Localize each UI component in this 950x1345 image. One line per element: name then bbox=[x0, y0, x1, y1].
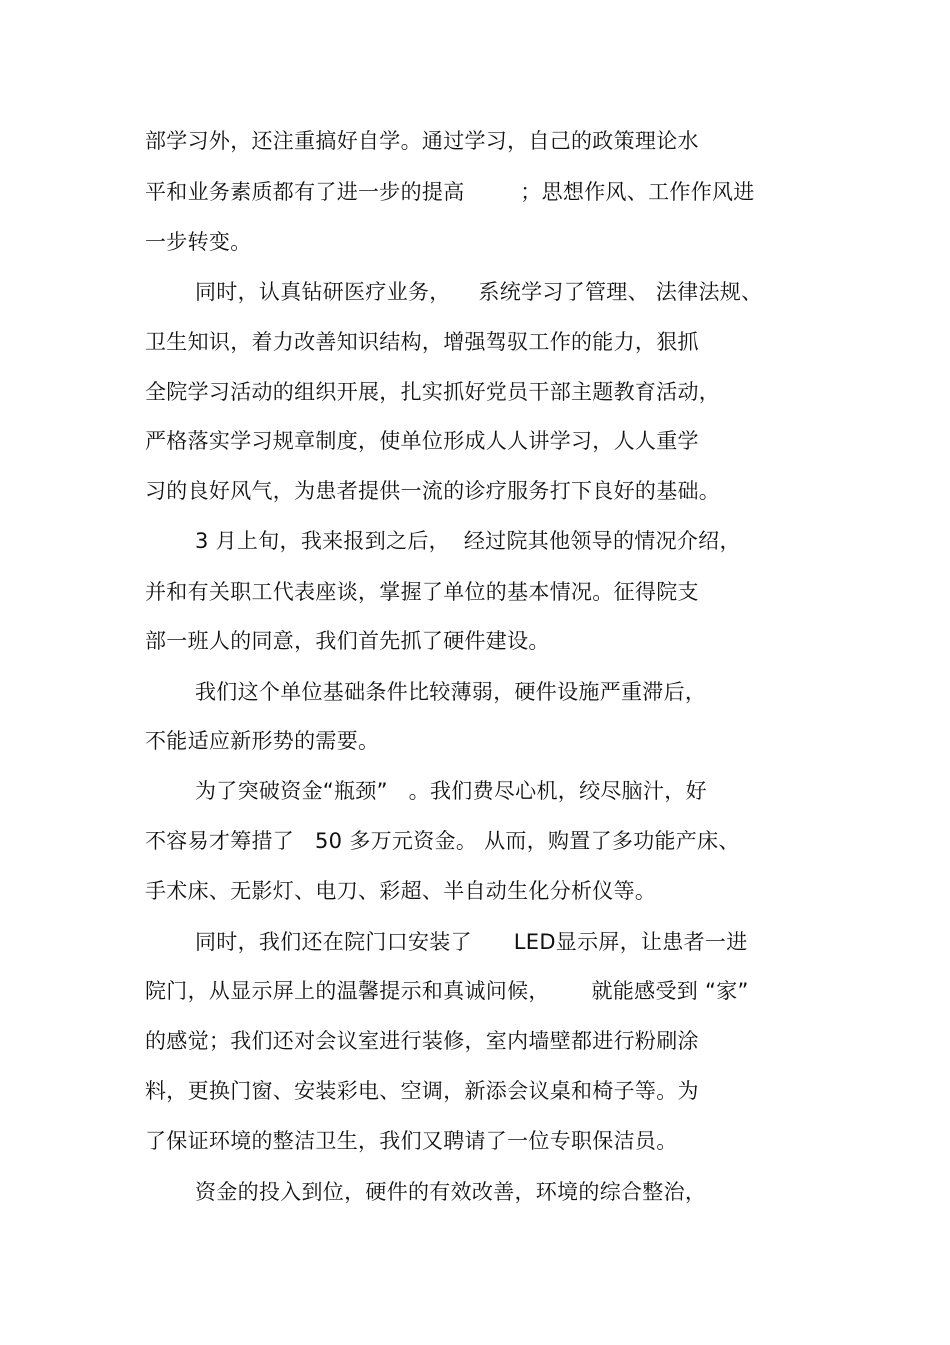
text-line: 严格落实学习规章制度，使单位形成人人讲学习，人人重学 bbox=[145, 429, 699, 453]
text-line: 的感觉；我们还对会议室进行装修，室内墙壁都进行粉刷涂 bbox=[145, 1029, 699, 1053]
text-line: 习的良好风气，为患者提供一流的诊疗服务打下良好的基础。 bbox=[145, 479, 721, 503]
text-line: 卫生知识，着力改善知识结构，增强驾驭工作的能力，狠抓 bbox=[145, 330, 699, 354]
text-line: 手术床、无影灯、电刀、彩超、半自动生化分析仪等。 bbox=[145, 879, 657, 903]
text-line: 一步转变。 bbox=[145, 230, 252, 254]
text-line: 并和有关职工代表座谈，掌握了单位的基本情况。征得院支 bbox=[145, 580, 699, 604]
paragraph-first-line: 3 月上旬，我来报到之后， 经过院其他领导的情况介绍， bbox=[195, 529, 741, 553]
text-line: 平和业务素质都有了进一步的提高 ；思想作风、工作作风进 bbox=[145, 180, 755, 204]
text-line: 不容易才筹措了 50 多万元资金。 从而，购置了多功能产床、 bbox=[145, 829, 740, 853]
paragraph-first-line: 为了突破资金“瓶颈” 。我们费尽心机，绞尽脑汁，好 bbox=[195, 779, 707, 803]
paragraph-first-line: 同时，认真钻研医疗业务， 系统学习了管理、 法律法规、 bbox=[195, 280, 763, 304]
text-line: 不能适应新形势的需要。 bbox=[145, 729, 380, 753]
text-line: 了保证环境的整洁卫生，我们又聘请了一位专职保洁员。 bbox=[145, 1129, 678, 1153]
paragraph-first-line: 我们这个单位基础条件比较薄弱，硬件设施严重滞后， bbox=[195, 680, 707, 704]
text-line: 院门，从显示屏上的温馨提示和真诚问候， 就能感受到 “家” bbox=[145, 979, 749, 1003]
paragraph-first-line: 同时，我们还在院门口安装了 LED显示屏，让患者一进 bbox=[195, 930, 748, 954]
text-line: 料，更换门窗、安装彩电、空调，新添会议桌和椅子等。为 bbox=[145, 1079, 699, 1103]
text-line: 全院学习活动的组织开展，扎实抓好党员干部主题教育活动， bbox=[145, 380, 721, 404]
paragraph-first-line: 资金的投入到位，硬件的有效改善，环境的综合整治， bbox=[195, 1180, 707, 1204]
text-line: 部学习外，还注重搞好自学。通过学习，自己的政策理论水 bbox=[145, 129, 699, 153]
text-line: 部一班人的同意，我们首先抓了硬件建设。 bbox=[145, 629, 550, 653]
